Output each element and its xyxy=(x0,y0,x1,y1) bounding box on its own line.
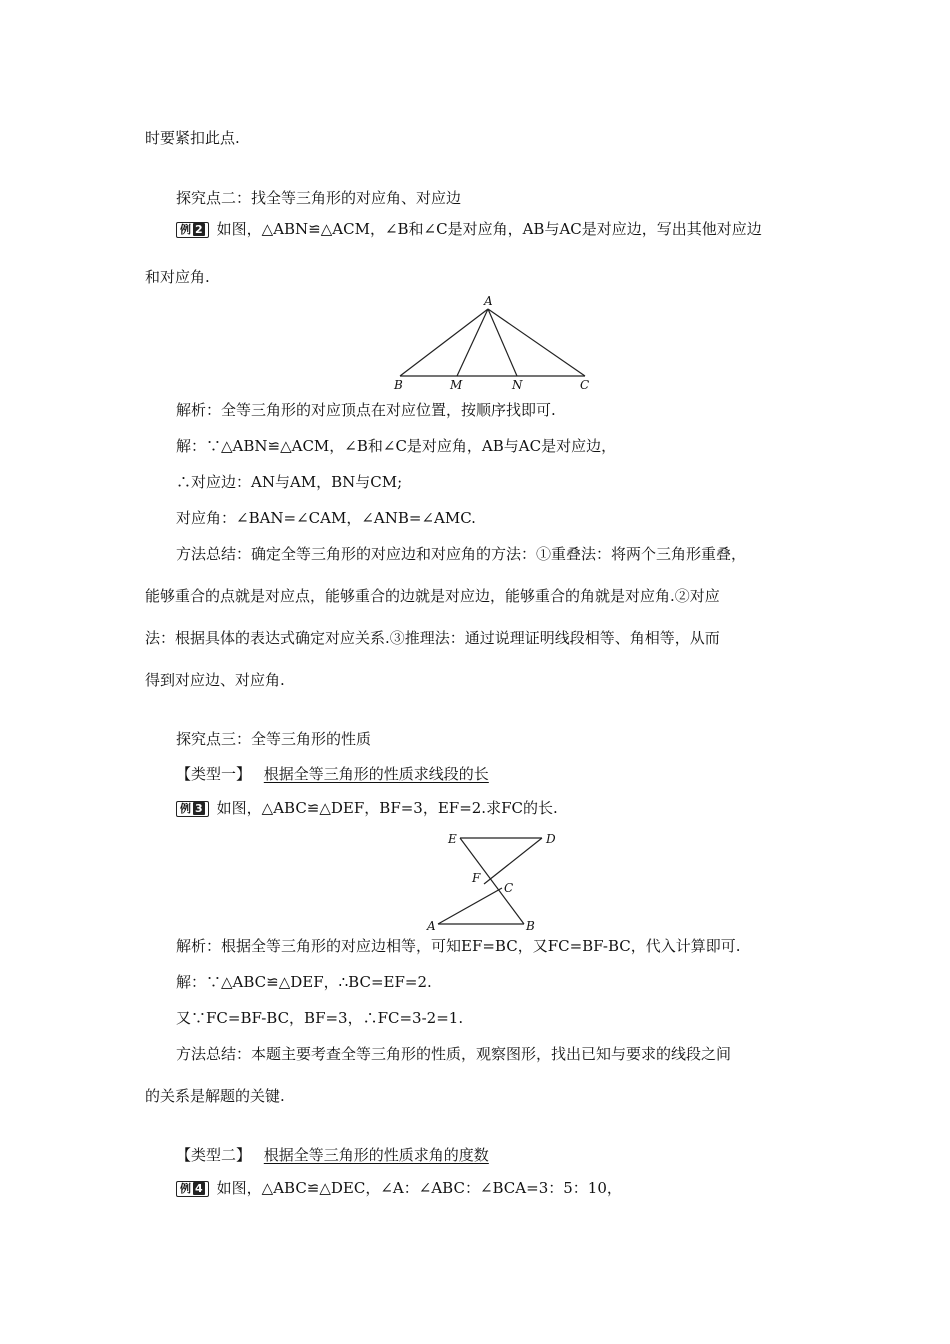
segment-eb xyxy=(460,838,524,924)
solution-text: 对应角：∠BAN=∠CAM，∠ANB=∠AMC. xyxy=(176,509,476,527)
label-a: A xyxy=(484,294,493,308)
type-title: 根据全等三角形的性质求角的度数 xyxy=(263,1146,489,1164)
example-badge: 例 3 xyxy=(176,801,209,817)
type-heading xyxy=(176,1144,489,1166)
label-f: F xyxy=(472,871,481,885)
label-m: M xyxy=(450,378,463,392)
figure-triangle-abn-acm xyxy=(388,293,598,393)
solution-text: 解：∵△ABN≌△ACM，∠B和∠C是对应角，AB与AC是对应边， xyxy=(176,437,617,455)
section-title: 探究点二：找全等三角形的对应角、对应边 xyxy=(176,189,462,207)
solution-text: 解：∵△ABC≌△DEF，∴BC=EF=2. xyxy=(176,973,432,991)
type-tag: 【类型一】 xyxy=(176,765,252,783)
label-d: D xyxy=(546,832,556,846)
example-badge: 例 2 xyxy=(176,222,209,238)
method-summary: 能够重合的点就是对应点，能够重合的边就是对应边，能够重合的角就是对应角.②对应 xyxy=(145,587,720,605)
example-badge: 例 4 xyxy=(176,1181,209,1197)
solution-text: ∴对应边：AN与AM，BN与CM; xyxy=(176,473,403,491)
example-3-statement xyxy=(176,797,558,819)
method-summary: 方法总结：确定全等三角形的对应边和对应角的方法：①重叠法：将两个三角形重叠， xyxy=(176,545,747,563)
label-c: C xyxy=(504,881,514,895)
section-title: 探究点三：全等三角形的性质 xyxy=(176,730,372,748)
example-text: 如图，△ABC≌△DEC，∠A：∠ABC：∠BCA=3：5：10， xyxy=(216,1179,622,1197)
example-text: 如图，△ABC≌△DEF，BF=3，EF=2.求FC的长. xyxy=(216,799,558,817)
segment-df xyxy=(484,838,542,884)
solution-text: 又∵FC=BF-BC，BF=3，∴FC=3-2=1. xyxy=(176,1009,464,1027)
type-heading xyxy=(176,763,489,785)
segment-ab xyxy=(400,309,488,376)
method-summary: 的关系是解题的关键. xyxy=(145,1087,285,1105)
type-title: 根据全等三角形的性质求线段的长 xyxy=(263,765,489,783)
label-b: B xyxy=(394,378,403,392)
example-text: 如图，△ABN≌△ACM，∠B和∠C是对应角，AB与AC是对应边，写出其他对应边 xyxy=(216,220,762,238)
segment-ac xyxy=(438,888,502,924)
segment-am xyxy=(457,309,488,376)
label-a: A xyxy=(427,919,436,933)
label-e: E xyxy=(448,832,457,846)
text-line: 时要紧扣此点. xyxy=(145,129,240,147)
label-c: C xyxy=(580,378,590,392)
figure-triangle-abc-def xyxy=(420,826,570,936)
example-2-statement xyxy=(176,218,762,240)
method-summary: 方法总结：本题主要考查全等三角形的性质，观察图形，找出已知与要求的线段之间 xyxy=(176,1045,732,1063)
label-n: N xyxy=(512,378,523,392)
method-summary: 得到对应边、对应角. xyxy=(145,671,285,689)
analysis-text: 解析：全等三角形的对应顶点在对应位置，按顺序找即可. xyxy=(176,401,556,419)
label-b: B xyxy=(526,919,535,933)
text-line: 和对应角. xyxy=(145,268,210,286)
type-tag: 【类型二】 xyxy=(176,1146,252,1164)
example-4-statement xyxy=(176,1177,622,1199)
analysis-text: 解析：根据全等三角形的对应边相等，可知EF=BC，又FC=BF-BC，代入计算即可. xyxy=(176,937,741,955)
method-summary: 法：根据具体的表达式确定对应关系.③推理法：通过说理证明线段相等、角相等，从而 xyxy=(145,629,720,647)
